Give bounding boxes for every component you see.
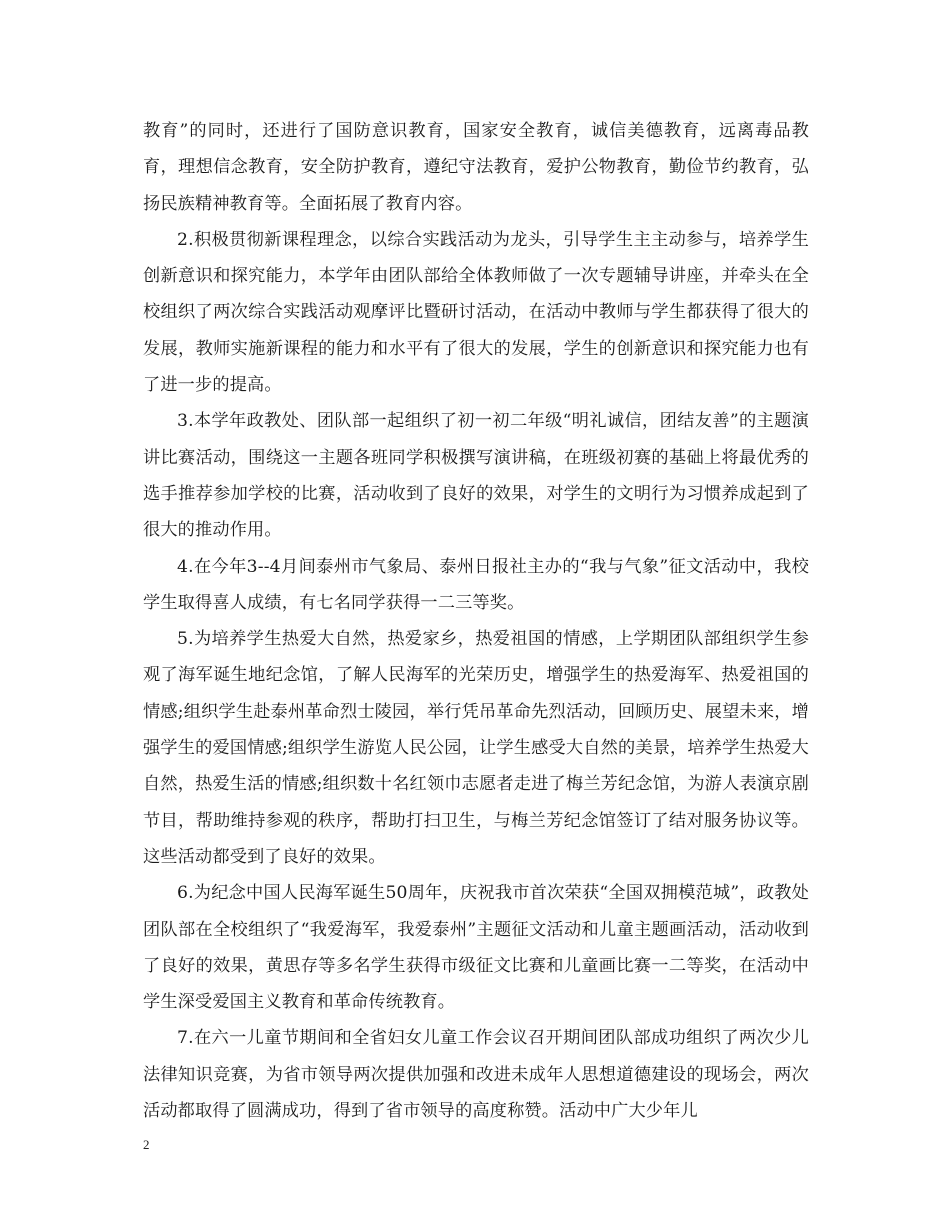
page-number: 2	[143, 1137, 150, 1152]
paragraph-item-2: 2.积极贯彻新课程理念，以综合实践活动为龙头，引导学生主主动参与，培养学生创新意识和探究能力，本学年由团队部给全体教师做了一次专题辅导讲座，并牵头在全校组织了两次综合实践活动观摩评比暨研讨活动，在活动中教师与学生都获得了很大的发展，教师实施新课程的能力和水平有了很大的发展，学生的创新意识和探究能力也有了进一步的提高。	[143, 229, 809, 396]
paragraph-education-continued: 教育”的同时，还进行了国防意识教育，国家安全教育，诚信美德教育，远离毒品教育，理想信念教育，安全防护教育，遵纪守法教育，爱护公物教育，勤俭节约教育，弘扬民族精神教育等。全面拓展了教育内容。	[143, 121, 809, 214]
paragraph-item-7: 7.在六一儿童节期间和全省妇女儿童工作会议召开期间团队部成功组织了两次少儿法律知识竞赛，为省市领导两次提供加强和改进未成年人思想道德建设的现场会，两次活动都取得了圆满成功，得到了省市领导的高度称赞。活动中广大少年儿	[143, 1028, 809, 1122]
paragraph-item-4: 4.在今年3--4月间泰州市气象局、泰州日报社主办的“我与气象”征文活动中，我校学生取得喜人成绩，有七名同学获得一二三等奖。	[143, 556, 809, 613]
paragraph-item-5: 5.为培养学生热爱大自然，热爱家乡，热爱祖国的情感，上学期团队部组织学生参观了海军诞生地纪念馆，了解人民海军的光荣历史，增强学生的热爱海军、热爱祖国的情感;组织学生赴泰州革命烈士陵园，举行凭吊革命先烈活动，回顾历史、展望未来，增强学生的爱国情感;组织学生游览人民公园，让学生感受大自然的美景，培养学生热爱大自然，热爱生活的情感;组织数十名红领巾志愿者走进了梅兰芳纪念馆，为游人表演京剧节目，帮助维持参观的秩序，帮助打扫卫生，与梅兰芳纪念馆签订了结对服务协议等。这些活动都受到了良好的效果。	[143, 629, 809, 867]
document-body	[143, 113, 809, 1129]
paragraph-item-6: 6.为纪念中国人民海军诞生50周年，庆祝我市首次荣获“全国双拥模范城”，政教处团队部在全校组织了“我爱海军，我爱泰州”主题征文活动和儿童主题画活动，活动收到了良好的效果，黄思存等多名学生获得市级征文比赛和儿童画比赛一二等奖，在活动中学生深受爱国主义教育和革命传统教育。	[143, 883, 809, 1013]
paragraph-item-3: 3.本学年政教处、团队部一起组织了初一初二年级“明礼诚信，团结友善”的主题演讲比赛活动，围绕这一主题各班同学积极撰写演讲稿，在班级初赛的基础上将最优秀的选手推荐参加学校的比赛，活动收到了良好的效果，对学生的文明行为习惯养成起到了很大的推动作用。	[143, 411, 809, 541]
